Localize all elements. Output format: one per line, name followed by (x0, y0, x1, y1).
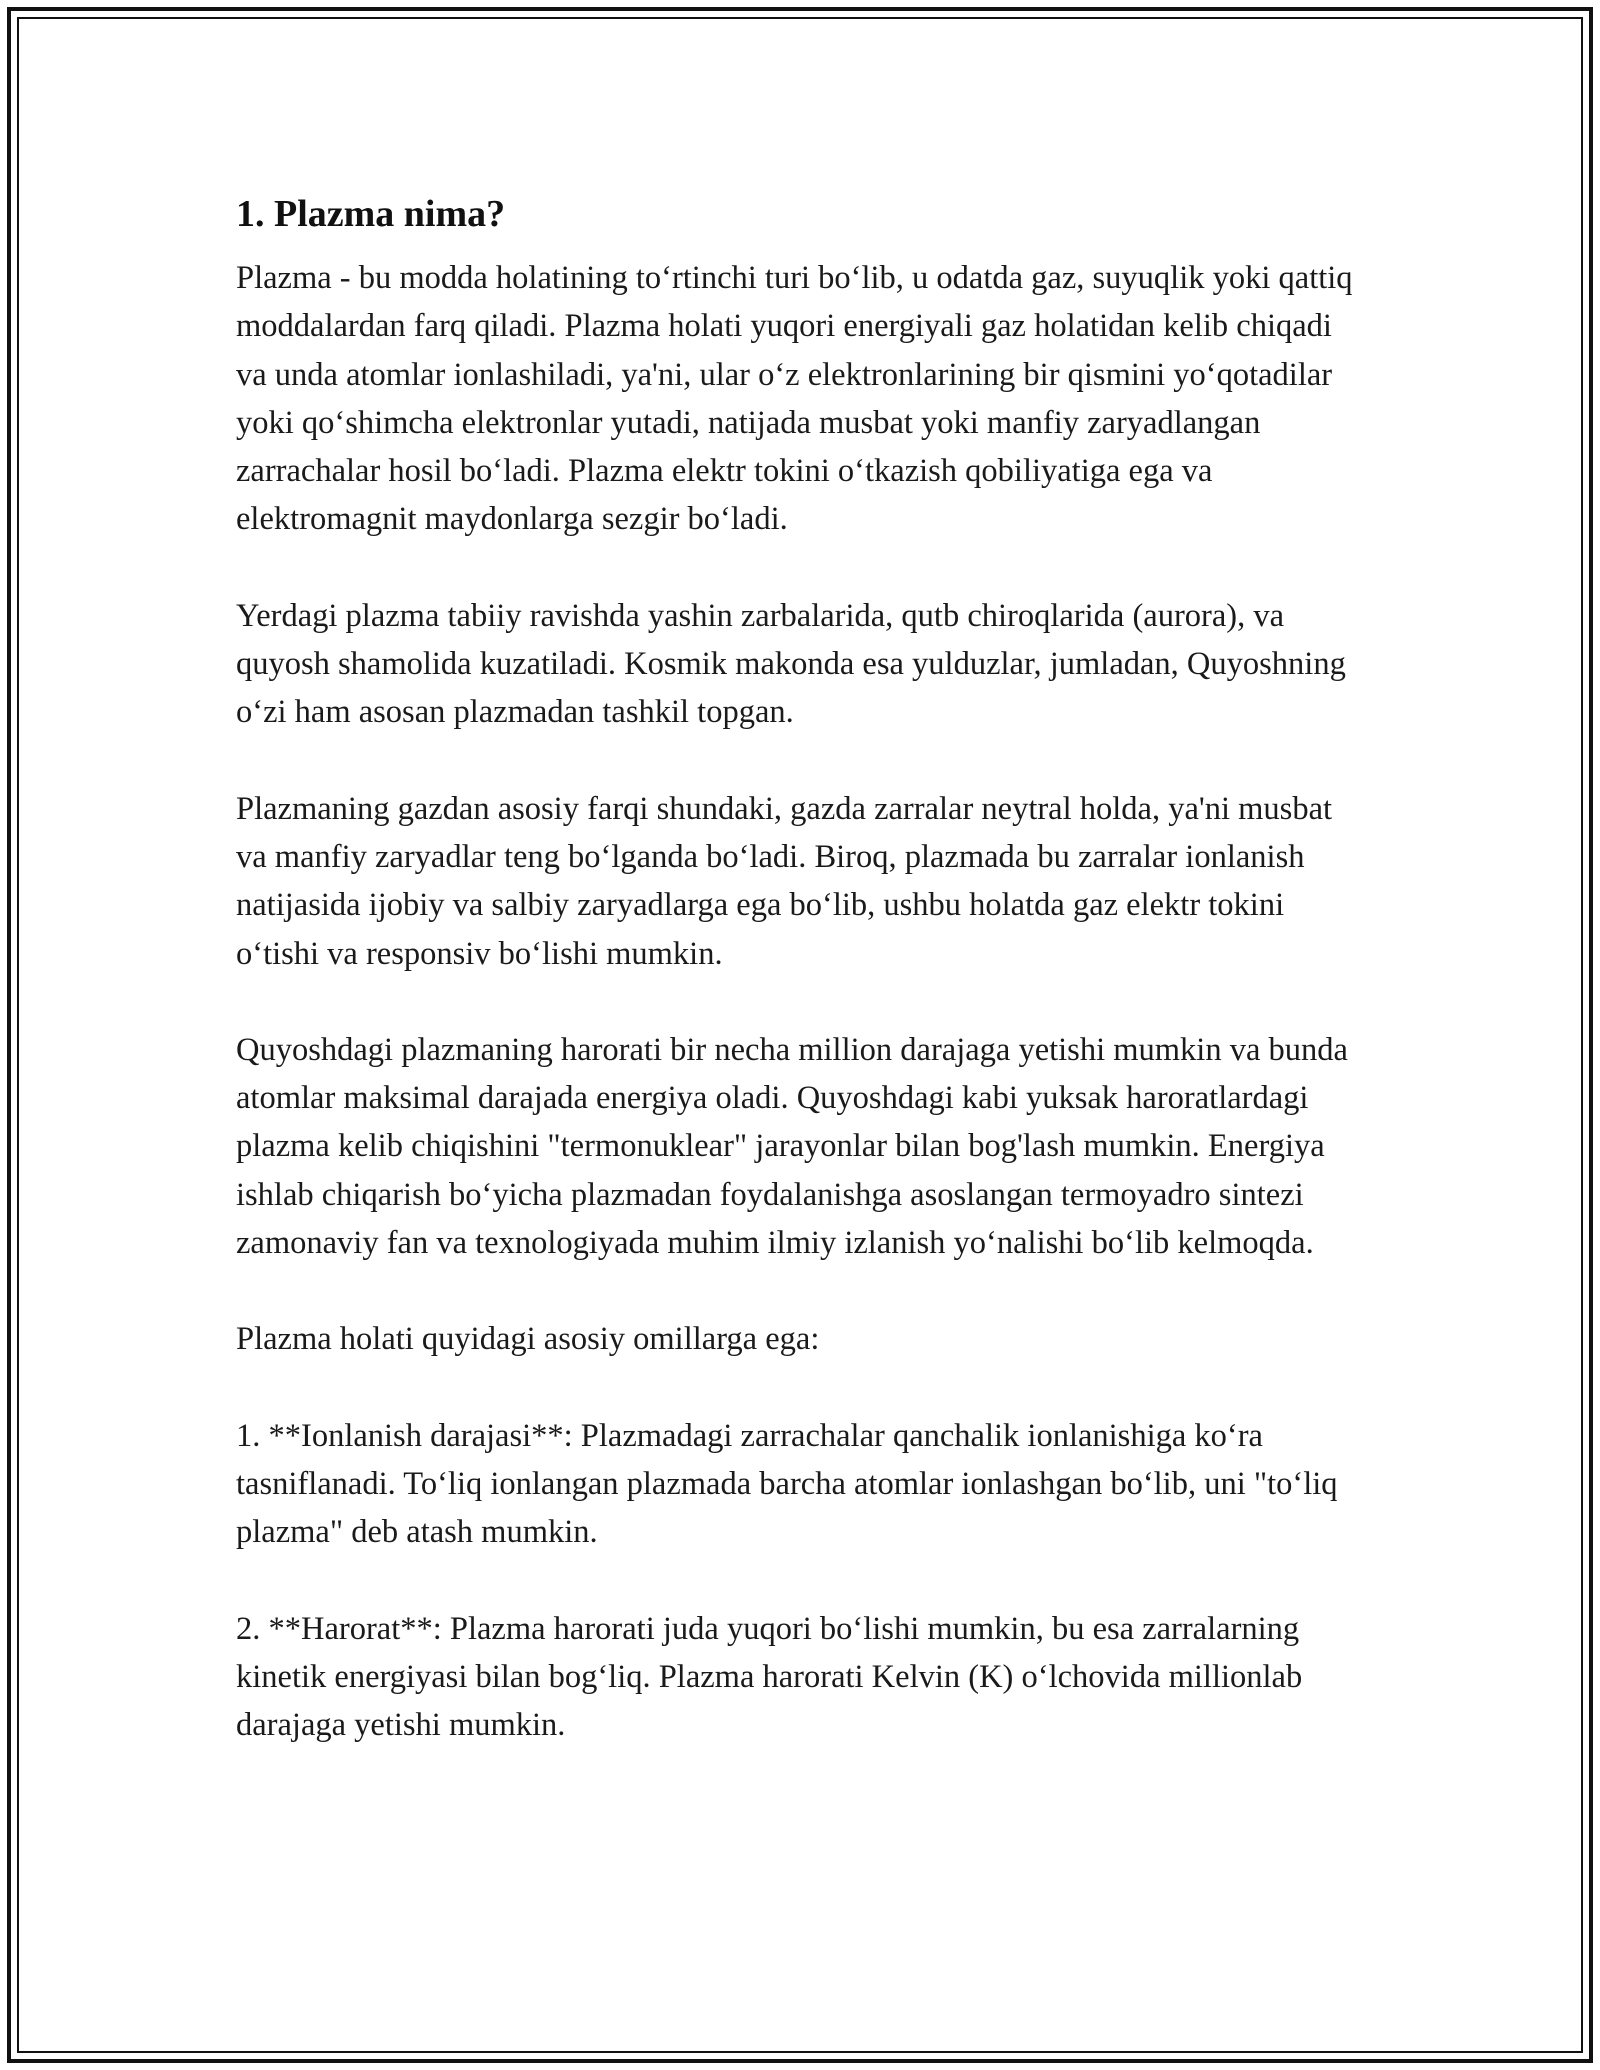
paragraph-factors-intro: Plazma holati quyidagi asosiy omillarga ega: (236, 1321, 820, 1358)
paragraph-list (236, 254, 1366, 1749)
paragraph-definition: Plazma - bu modda holatining to‘rtinchi turi bo‘lib, u odatda gaz, suyuqlik yoki qattiq moddalardan farq qiladi. Plazma holati yuqori energiyali gaz holatidan kelib chiqadi va unda atomlar ionlashiladi, ya'ni, ular o‘z elektronlarining bir qismini yo‘qotadilar yoki qo‘shimcha elektronlar yutadi, natijada musbat yoki manfiy zaryadlangan zarrachalar hosil bo‘ladi. Plazma elektr tokini o‘tkazish qobiliyatiga ega va elektromagnit maydonlarga sezgir bo‘ladi. (236, 260, 1353, 538)
paragraph-gas-difference: Plazmaning gazdan asosiy farqi shundaki, gazda zarralar neytral holda, ya'ni musbat va manfiy zaryadlar teng bo‘lganda bo‘ladi. Biroq, plazmada bu zarralar ionlanish natijasida ijobiy va salbiy zaryadlarga ega bo‘lib, ushbu holatda gaz elektr tokini o‘tishi va responsiv bo‘lishi mumkin. (236, 790, 1333, 972)
paragraph-occurrence: Yerdagi plazma tabiiy ravishda yashin zarbalarida, qutb chiroqlarida (aurora), va quyosh shamolida kuzatiladi. Kosmik makonda esa yulduzlar, jumladan, Quyoshning o‘zi ham asosan plazmadan tashkil topgan. (236, 597, 1346, 731)
section-heading: 1. Plazma nima? (236, 193, 506, 235)
list-item-temperature: 2. **Harorat**: Plazma harorati juda yuqori bo‘lishi mumkin, bu esa zarralarning kinetik energiyasi bilan bog‘liq. Plazma harorati Kelvin (K) o‘lchovida millionlab darajaga yetishi mumkin. (236, 1610, 1303, 1744)
paragraph-sun-temperature: Quyoshdagi plazmaning harorati bir necha million darajaga yetishi mumkin va bunda atomlar maksimal darajada energiya oladi. Quyoshdagi kabi yuksak haroratlardagi plazma kelib chiqishini "termonuklear" jarayonlar bilan bog'lash mumkin. Energiya ishlab chiqarish bo‘yicha plazmadan foydalanishga asoslangan termoyadro sintezi zamonaviy fan va texnologiyada muhim ilmiy izlanish yo‘nalishi bo‘lib kelmoqda. (236, 1031, 1348, 1262)
document-body (236, 186, 1366, 1749)
list-item-ionization: 1. **Ionlanish darajasi**: Plazmadagi zarrachalar qanchalik ionlanishiga ko‘ra tasniflanadi. To‘liq ionlangan plazmada barcha atomlar ionlashgan bo‘lib, uni "to‘liq plazma" deb atash mumkin. (236, 1417, 1338, 1551)
